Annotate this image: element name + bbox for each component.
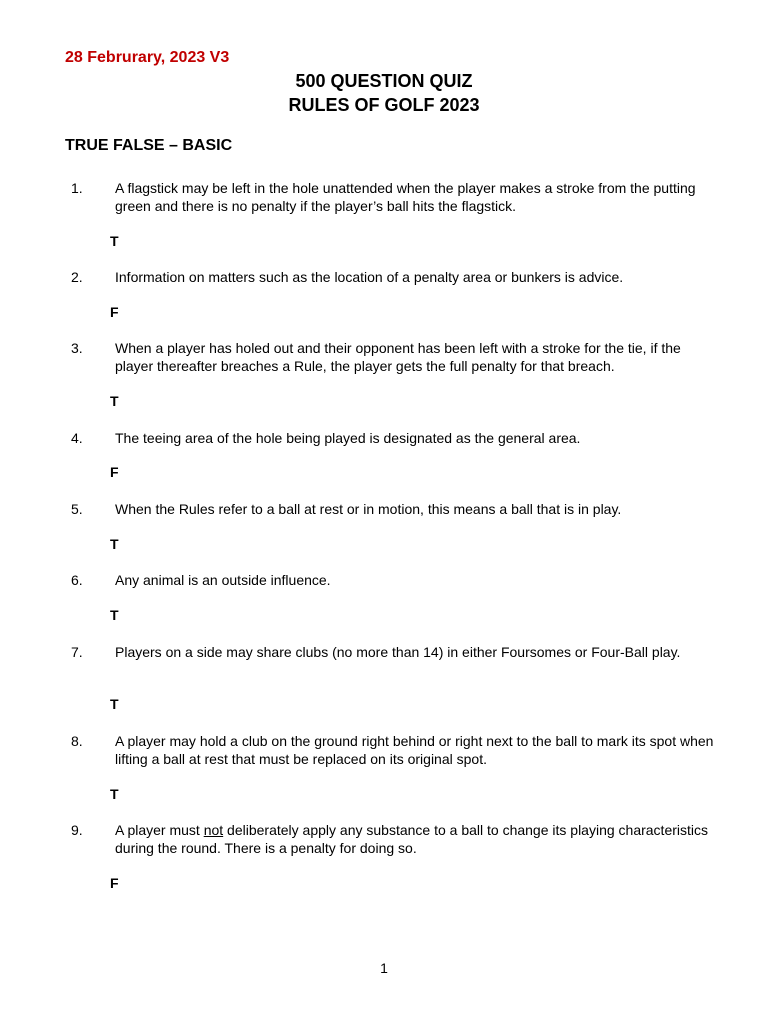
question-text: A player may hold a club on the ground right behind or right next to the ball to mark its spot when lifting a ball at rest that must be replaced on its original spot. xyxy=(115,733,714,767)
question-number: 6. xyxy=(71,572,83,588)
answer-7: T xyxy=(110,696,119,712)
question-number: 2. xyxy=(71,269,83,285)
question-number: 7. xyxy=(71,644,83,660)
question-number: 8. xyxy=(71,733,83,749)
question-text: Any animal is an outside influence. xyxy=(115,572,331,588)
answer-3: T xyxy=(110,393,119,409)
underlined-word: not xyxy=(203,822,224,838)
page-title: 500 QUESTION QUIZ xyxy=(295,71,473,91)
question-text: Players on a side may share clubs (no more than 14) in either Foursomes or Four-Ball play. xyxy=(115,644,681,660)
section-heading: TRUE FALSE – BASIC xyxy=(65,137,233,154)
question-text-start: A player must xyxy=(115,822,204,838)
question-number: 5. xyxy=(71,501,83,517)
page-number: 1 xyxy=(380,960,388,976)
question-number: 1. xyxy=(71,180,83,196)
question-text: Information on matters such as the location of a penalty area or bunkers is advice. xyxy=(115,269,624,285)
answer-1: T xyxy=(110,233,119,249)
version-label: 28 Februrary, 2023 V3 xyxy=(65,49,230,66)
question-text: When the Rules refer to a ball at rest or in motion, this means a ball that is in play. xyxy=(115,501,622,517)
question-number: 3. xyxy=(71,340,83,356)
answer-6: T xyxy=(110,607,119,623)
answer-9: F xyxy=(110,875,119,891)
question-number: 4. xyxy=(71,430,83,446)
answer-5: T xyxy=(110,536,119,552)
question-text: When a player has holed out and their opponent has been left with a stroke for the tie, if the player thereafter breaches a Rule, the player gets the full penalty for that breach. xyxy=(115,340,681,374)
page-subtitle: RULES OF GOLF 2023 xyxy=(288,95,480,115)
answer-2: F xyxy=(110,304,119,320)
question-text xyxy=(115,821,715,857)
question-number: 9. xyxy=(71,822,83,838)
answer-8: T xyxy=(110,786,119,802)
question-text: A flagstick may be left in the hole unattended when the player makes a stroke from the putting green and there is no penalty if the player’s ball hits the flagstick. xyxy=(115,180,696,214)
question-text: The teeing area of the hole being played is designated as the general area. xyxy=(115,430,581,446)
question-text-end: deliberately apply any substance to a ball to change its playing characteristics during the round. There is a penalty for doing so. xyxy=(115,822,709,856)
answer-4: F xyxy=(110,464,119,480)
